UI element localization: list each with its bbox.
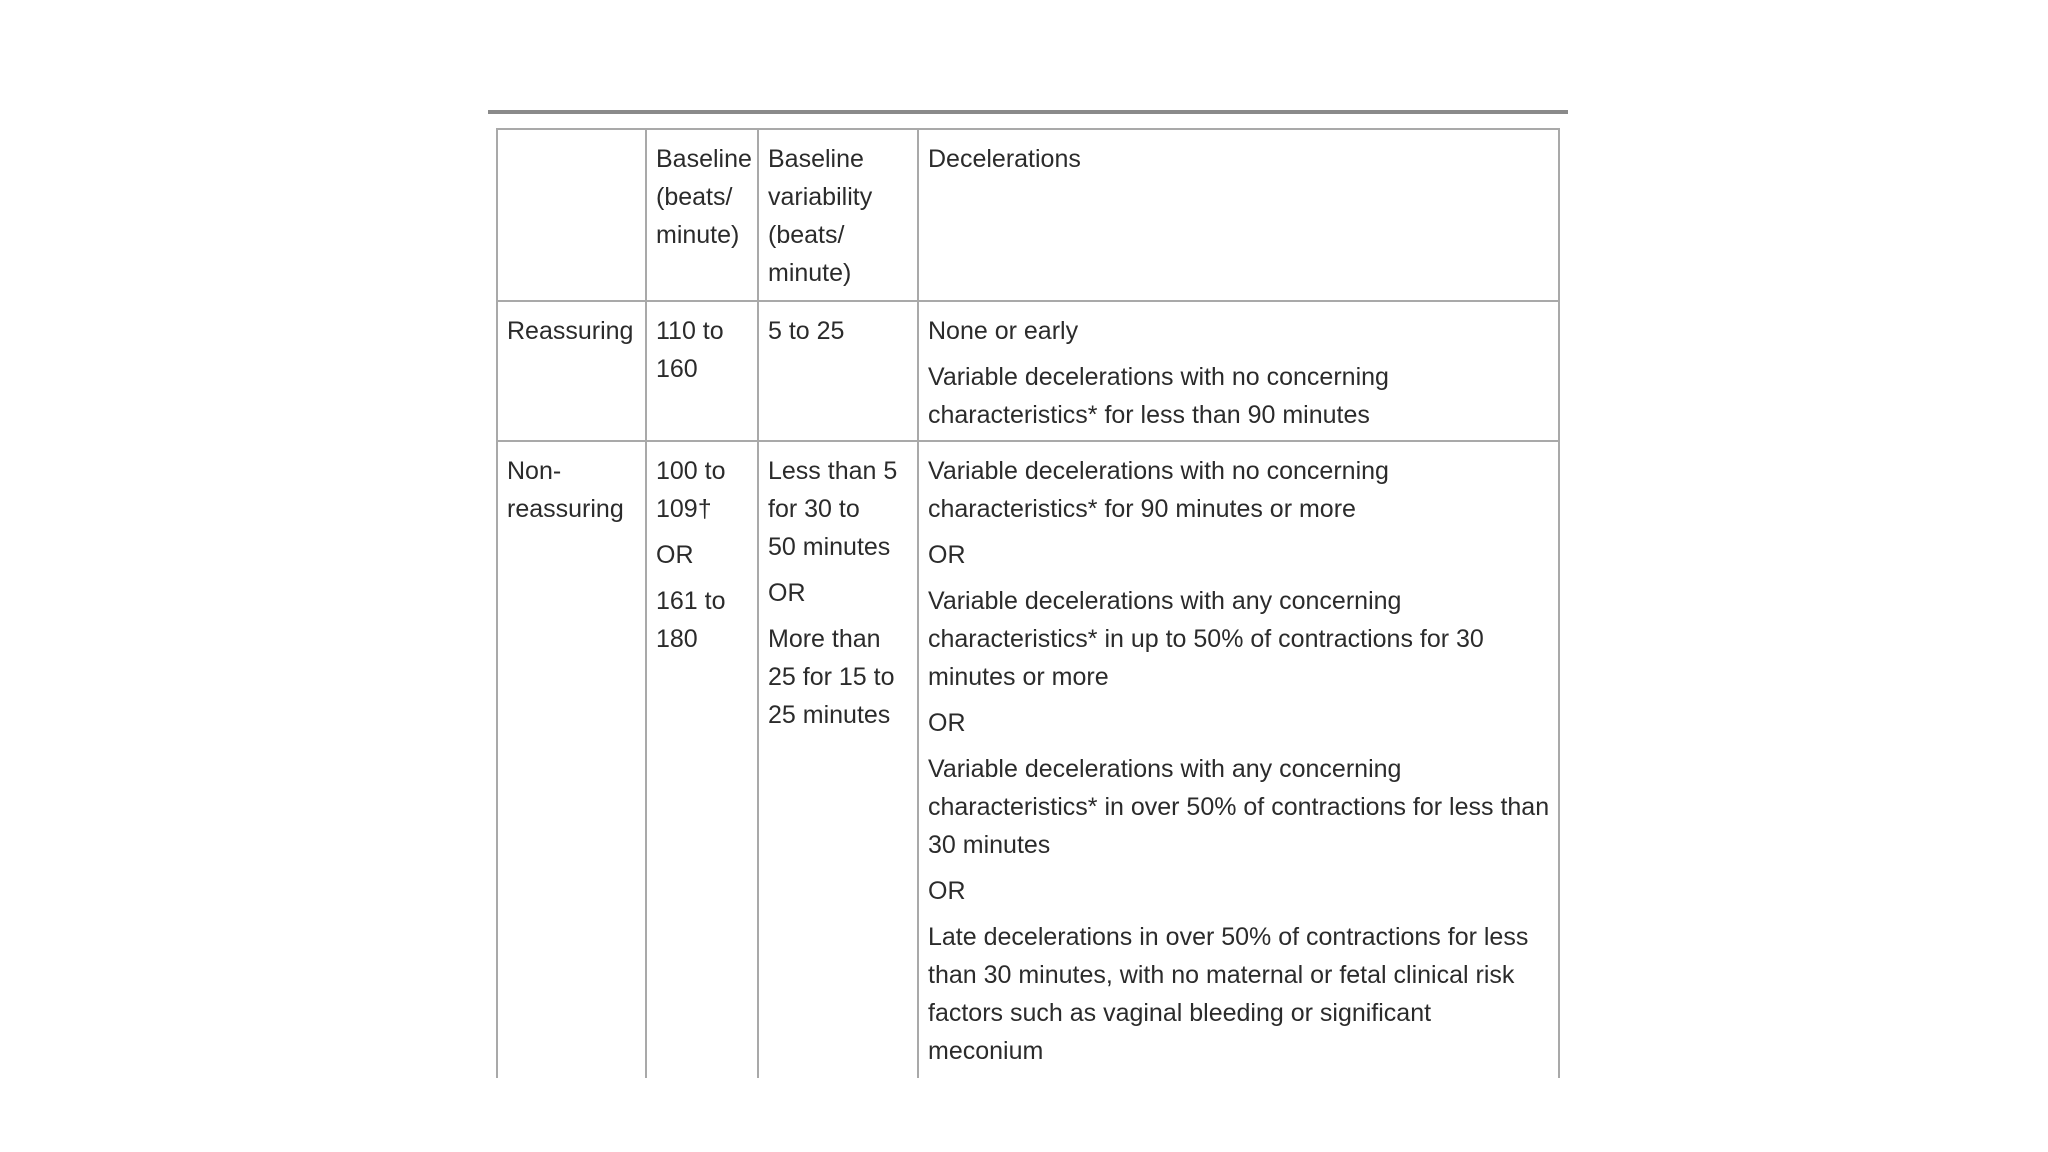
cell-text: Variable decelerations with no concerning (928, 363, 1389, 391)
top-rule (488, 110, 1568, 114)
cell-text: Late decelerations in over 50% of contractions for less (928, 923, 1529, 951)
cell-text: Variable decelerations with no concerning (928, 457, 1389, 485)
header-text: (beats/ (656, 183, 733, 211)
cell-text: 180 (656, 625, 698, 653)
cell-text: 5 to 25 (768, 317, 845, 345)
cell-text: Variable decelerations with any concerning (928, 587, 1402, 615)
cell-text: minutes or more (928, 663, 1109, 691)
cell-text: OR (928, 877, 966, 905)
cell-text: 25 minutes (768, 701, 891, 729)
table-row-reassuring (497, 301, 1559, 441)
cell-text: 30 minutes (928, 831, 1051, 859)
cell-text: Variable decelerations with any concerning (928, 755, 1402, 783)
cell-text: OR (768, 579, 806, 607)
cell-text: More than (768, 625, 881, 653)
table-container (496, 128, 1558, 1065)
cell-text: None or early (928, 317, 1079, 345)
header-cell-category (497, 129, 646, 301)
header-text: (beats/ (768, 221, 845, 249)
cell-text: 25 for 15 to (768, 663, 895, 691)
header-cell-baseline (646, 129, 758, 301)
cell-text: 160 (656, 355, 698, 383)
cell-baseline (646, 301, 758, 441)
cell-text: 100 to (656, 457, 726, 485)
cell-variability (758, 441, 918, 1078)
header-text: minute) (656, 221, 740, 249)
cell-text: Less than 5 (768, 457, 898, 485)
cell-text: characteristics* in over 50% of contractions for less than (928, 793, 1550, 821)
cell-text: OR (928, 709, 966, 737)
header-text: Baseline (656, 145, 752, 173)
cell-text: characteristics* for 90 minutes or more (928, 495, 1356, 523)
header-cell-decelerations (918, 129, 1559, 301)
cell-text: 161 to (656, 587, 726, 615)
header-row (497, 129, 1559, 301)
header-text: Decelerations (928, 145, 1081, 173)
cell-text: 110 to (656, 317, 724, 345)
cell-text: OR (928, 541, 966, 569)
cell-category (497, 441, 646, 1078)
cell-baseline (646, 441, 758, 1078)
cell-text: reassuring (507, 495, 624, 523)
fetal-heart-rate-table (496, 128, 1560, 1078)
cell-variability (758, 301, 918, 441)
header-text: minute) (768, 259, 852, 287)
cell-text: factors such as vaginal bleeding or significant meconium (928, 999, 1432, 1065)
cell-text: Non- (507, 457, 562, 485)
header-cell-variability (758, 129, 918, 301)
cell-text: than 30 minutes, with no maternal or fetal clinical risk (928, 961, 1515, 989)
cell-decelerations (918, 301, 1559, 441)
cell-text: for 30 to (768, 495, 860, 523)
cell-text: 50 minutes (768, 533, 891, 561)
cell-text: characteristics* in up to 50% of contractions for 30 (928, 625, 1484, 653)
cell-category (497, 301, 646, 441)
header-text: Baseline (768, 145, 864, 173)
cell-text: characteristics* for less than 90 minutes (928, 401, 1370, 429)
cell-decelerations (918, 441, 1559, 1078)
cell-text: 109† (656, 495, 712, 523)
header-text: variability (768, 183, 873, 211)
cell-text: OR (656, 541, 694, 569)
cell-text: Reassuring (507, 317, 634, 345)
table-row-non-reassuring (497, 441, 1559, 1078)
